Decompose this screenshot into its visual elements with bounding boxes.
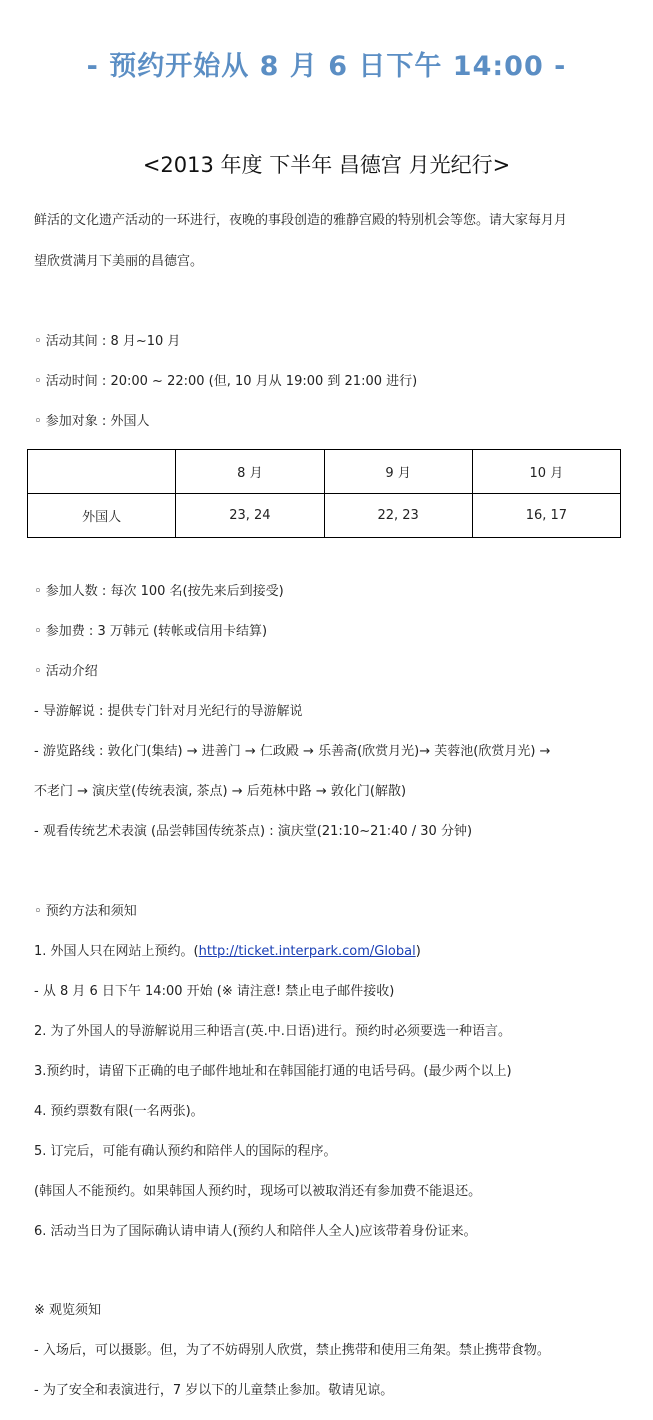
reservation-line: 4. 预约票数有限(一名两张)。 <box>34 1104 204 1119</box>
schedule-cell: 16, 17 <box>472 494 620 538</box>
reservation-line: - 从 8 月 6 日下午 14:00 开始 (※ 请注意! 禁止电子邮件接收) <box>34 984 395 999</box>
reservation-line: 3.预约时，请留下正确的电子邮件地址和在韩国能打通的电话号码。(最少两个以上) <box>34 1064 512 1079</box>
info-time: ◦ 活动时间 : 20:00 ~ 22:00 (但, 10 月从 19:00 到 21:00 进行) <box>34 374 418 389</box>
reservation-line: 5. 订完后，可能有确认预约和陪伴人的国际的程序。 <box>34 1144 337 1159</box>
schedule-header-cell: 10 月 <box>472 450 620 494</box>
notice-heading: ※ 观览须知 <box>34 1303 102 1318</box>
schedule-header-cell: 8 月 <box>176 450 324 494</box>
reservation-line: 6. 活动当日为了国际确认请申请人(预约人和陪伴人全人)应该带着身份证来。 <box>34 1224 477 1239</box>
schedule-cell: 22, 23 <box>324 494 472 538</box>
reservation-item-1-prefix: 1. 外国人只在网站上预约。( <box>34 944 199 959</box>
reservation-heading: ◦ 预约方法和须知 <box>34 904 137 919</box>
schedule-row <box>28 494 621 538</box>
schedule-cell: 外国人 <box>28 494 176 538</box>
interpark-link[interactable]: http://ticket.interpark.com/Global <box>198 944 416 959</box>
reservation-item-1 <box>34 944 421 960</box>
detail-route-line-1: - 游览路线 : 敦化门(集结) → 进善门 → 仁政殿 → 乐善斋(欣赏月光)→ 芙蓉池(欣赏月光) → <box>34 744 551 759</box>
info-period: ◦ 活动其间 : 8 月~10 月 <box>34 334 181 349</box>
intro-line-2: 望欣赏满月下美丽的昌德宫。 <box>34 254 204 269</box>
schedule-header-row <box>28 450 621 494</box>
detail-participants: ◦ 参加人数 : 每次 100 名(按先来后到接受) <box>34 584 284 599</box>
reservation-line: 2. 为了外国人的导游解说用三种语言(英.中.日语)进行。预约时必须要选一种语言。 <box>34 1024 511 1039</box>
schedule-header-cell: 9 月 <box>324 450 472 494</box>
info-target: ◦ 参加对象 : 外国人 <box>34 414 150 429</box>
detail-fee: ◦ 参加费 : 3 万韩元 (转帐或信用卡结算) <box>34 624 268 639</box>
schedule-header-cell <box>28 450 176 494</box>
detail-route-line-2: 不老门 → 演庆堂(传统表演, 茶点) → 后苑林中路 → 敦化门(解散) <box>34 784 407 799</box>
detail-performance: - 观看传统艺术表演 (品尝韩国传统茶点) : 演庆堂(21:10~21:40 / 30 分钟) <box>34 824 473 839</box>
reservation-start-banner: - 预约开始从 8 月 6 日下午 14:00 - <box>86 51 567 82</box>
reservation-line: (韩国人不能预约。如果韩国人预约时，现场可以被取消还有参加费不能退还。 <box>34 1184 482 1199</box>
schedule-table <box>27 449 621 538</box>
page-title: <2013 年度 下半年 昌德宫 月光纪行> <box>142 153 511 177</box>
intro-line-1: 鲜活的文化遗产活动的一环进行，夜晚的事段创造的雅静宫殿的特别机会等您。请大家每月月 <box>34 213 568 228</box>
notice-line: - 为了安全和表演进行，7 岁以下的儿童禁止参加。敬请见谅。 <box>34 1383 394 1398</box>
reservation-item-1-suffix: ) <box>415 944 421 959</box>
detail-guide: - 导游解说 : 提供专门针对月光纪行的导游解说 <box>34 704 303 719</box>
notice-line: - 入场后，可以摄影。但，为了不妨碍别人欣赏，禁止携带和使用三角架。禁止携带食物。 <box>34 1343 550 1358</box>
schedule-cell: 23, 24 <box>176 494 324 538</box>
detail-intro-heading: ◦ 活动介绍 <box>34 664 98 679</box>
